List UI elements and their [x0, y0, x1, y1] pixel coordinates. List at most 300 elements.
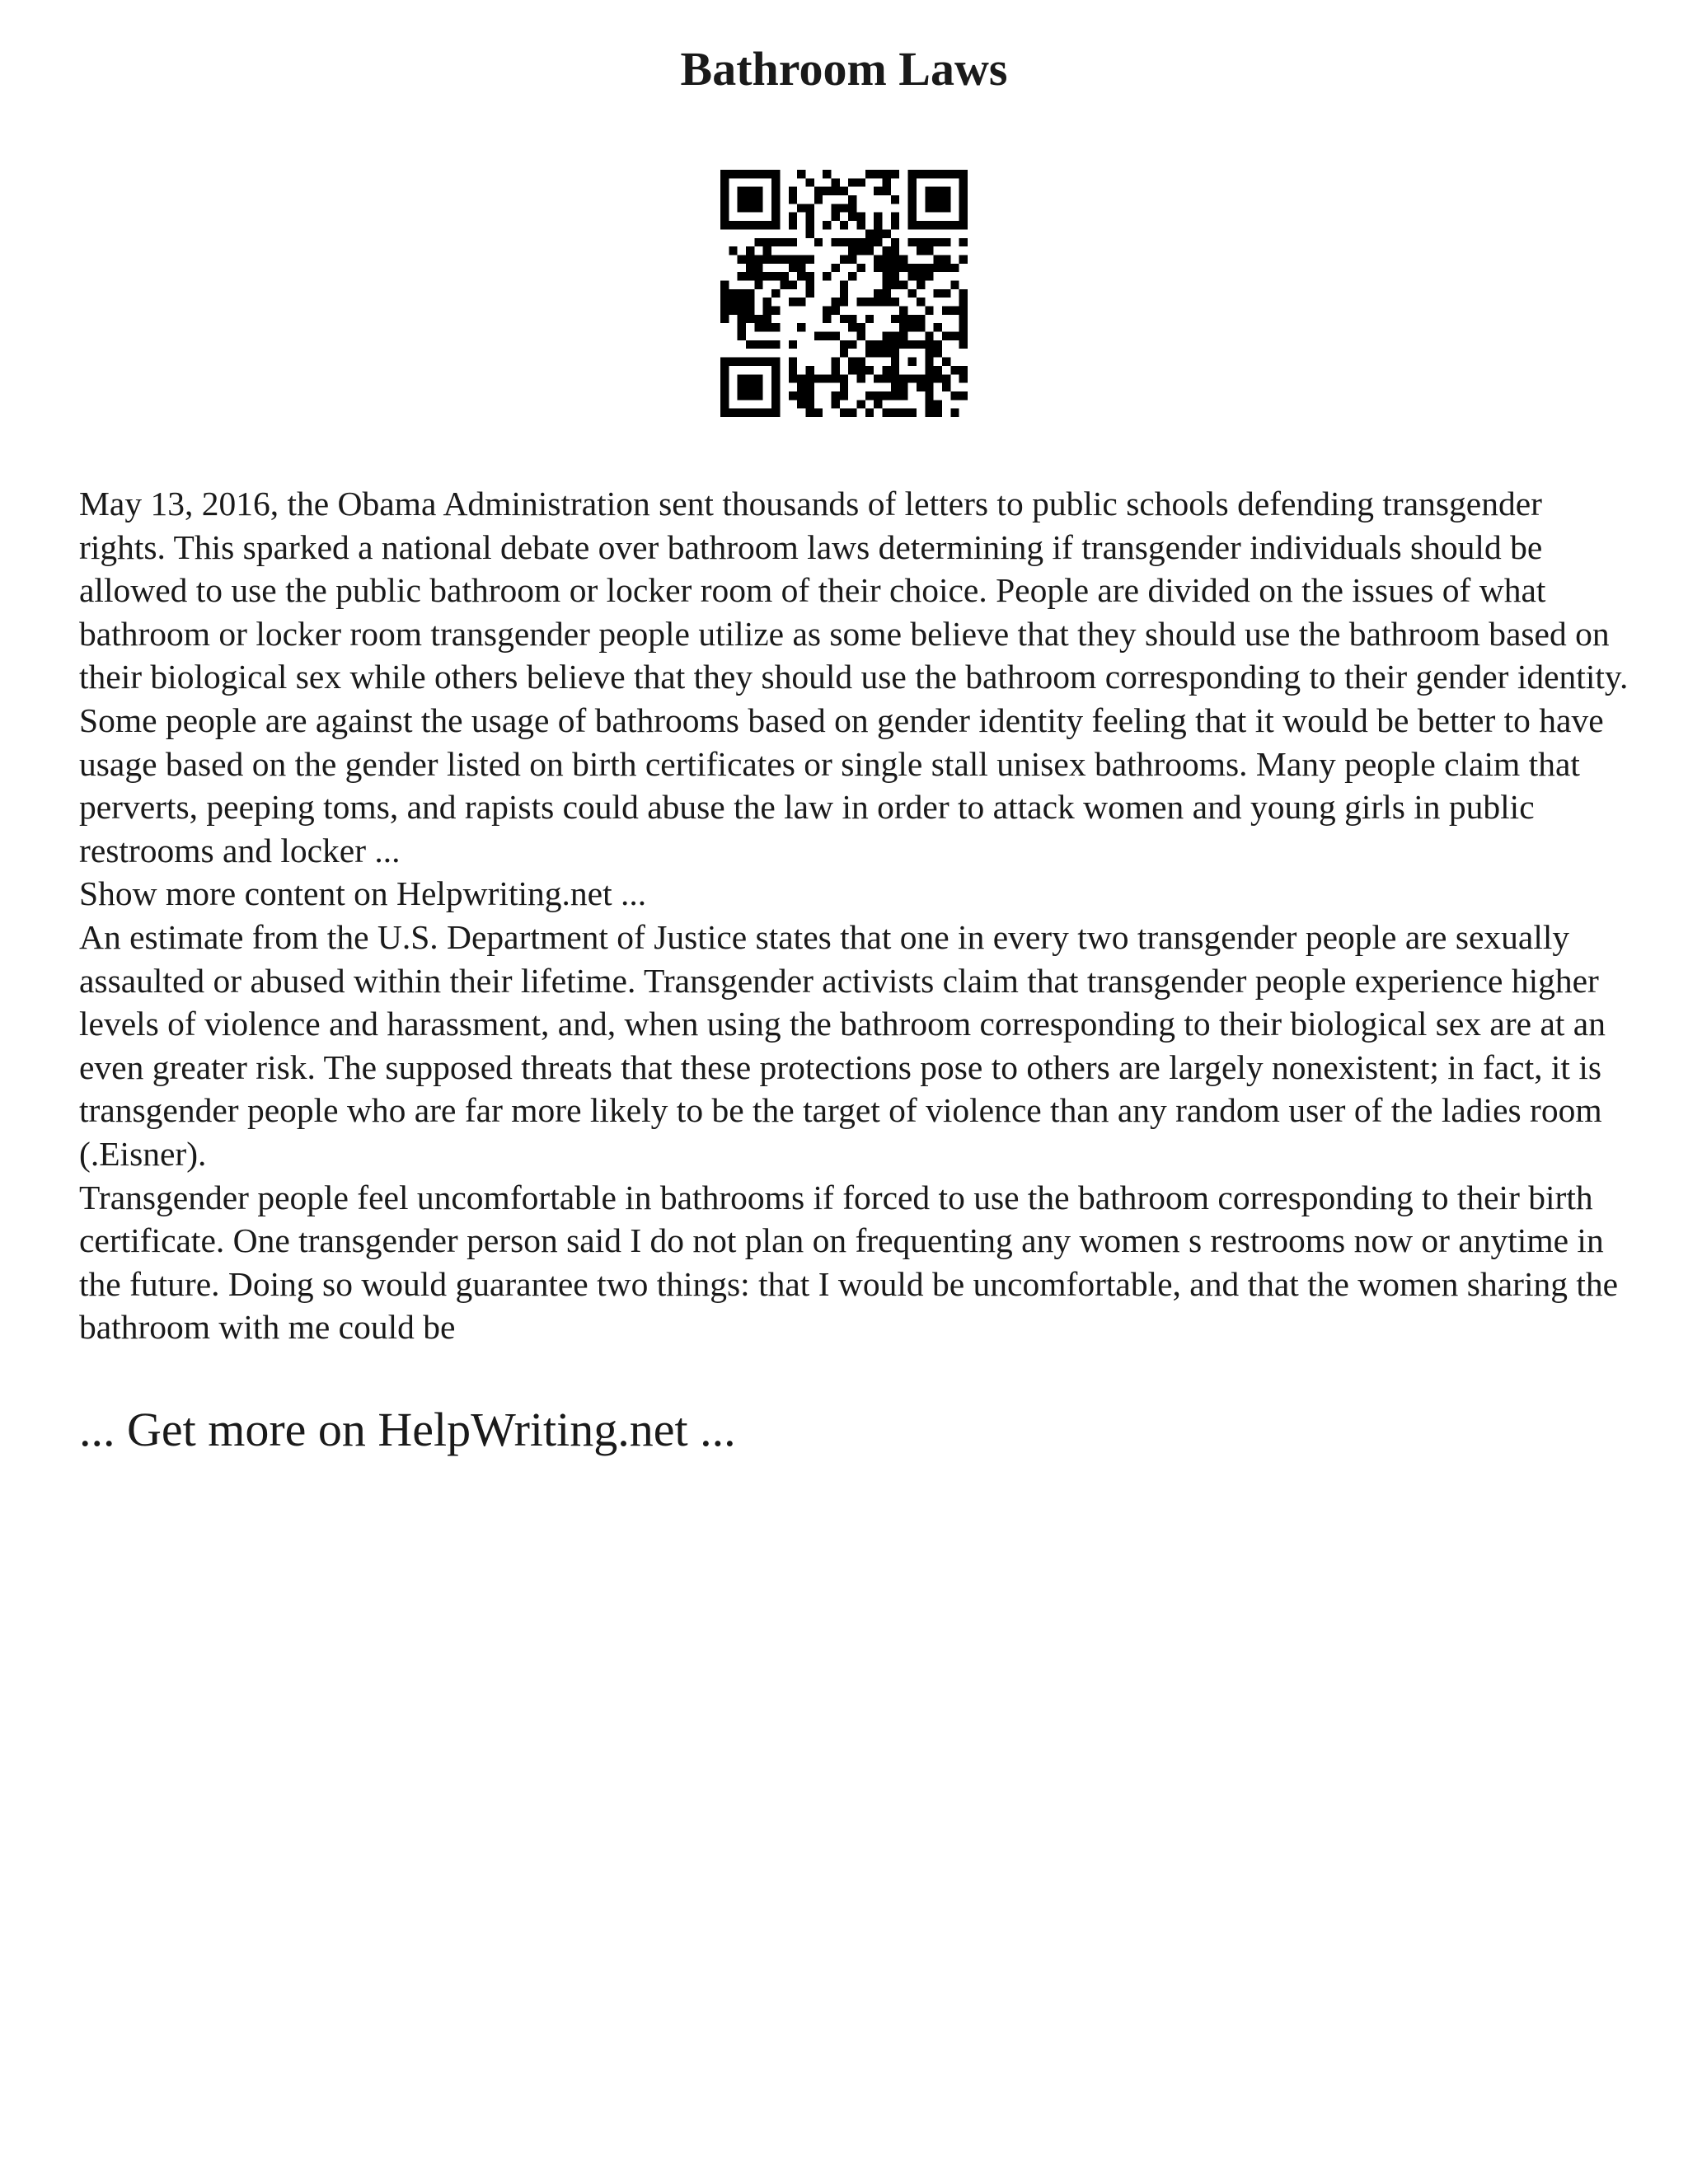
qr-module	[908, 289, 917, 298]
qr-module	[942, 195, 950, 204]
qr-module	[789, 195, 797, 204]
qr-module	[925, 349, 933, 357]
qr-module	[848, 272, 856, 280]
qr-module	[942, 187, 950, 195]
qr-module	[754, 374, 762, 382]
qr-module	[831, 178, 839, 186]
qr-module	[865, 366, 874, 374]
qr-module	[874, 289, 882, 298]
qr-module	[789, 280, 797, 288]
qr-module	[883, 349, 891, 357]
qr-module	[857, 264, 865, 272]
qr-module	[814, 409, 823, 417]
qr-module	[840, 187, 848, 195]
qr-module	[805, 213, 814, 221]
qr-module	[771, 213, 780, 221]
qr-module	[857, 178, 865, 186]
qr-module	[883, 255, 891, 263]
qr-module	[763, 255, 771, 263]
qr-module	[891, 238, 899, 246]
qr-module	[754, 255, 762, 263]
qr-module	[771, 374, 780, 382]
qr-module	[720, 298, 729, 306]
qr-module	[797, 391, 805, 400]
qr-module	[934, 400, 942, 408]
qr-module	[891, 195, 899, 204]
qr-module	[891, 332, 899, 340]
qr-module	[754, 238, 762, 246]
qr-module	[934, 409, 942, 417]
qr-module	[908, 213, 917, 221]
qr-module	[908, 409, 917, 417]
qr-module	[899, 315, 907, 323]
qr-module	[797, 298, 805, 306]
qr-module	[883, 264, 891, 272]
qr-module	[883, 298, 891, 306]
qr-module	[720, 195, 729, 204]
qr-module	[891, 315, 899, 323]
qr-module	[934, 264, 942, 272]
qr-module	[789, 366, 797, 374]
qr-module	[831, 400, 839, 408]
qr-module	[857, 238, 865, 246]
qr-module	[857, 221, 865, 229]
qr-module	[754, 409, 762, 417]
qr-module	[763, 340, 771, 349]
qr-module	[925, 307, 933, 315]
qr-module	[934, 374, 942, 382]
qr-module	[746, 246, 754, 255]
qr-module	[874, 187, 882, 195]
qr-module	[883, 409, 891, 417]
qr-module	[771, 204, 780, 212]
qr-module	[959, 204, 968, 212]
qr-module	[874, 298, 882, 306]
qr-module	[738, 409, 746, 417]
qr-module	[891, 340, 899, 349]
qr-module	[865, 315, 874, 323]
qr-module	[805, 178, 814, 186]
qr-module	[840, 289, 848, 298]
qr-module	[738, 374, 746, 382]
qr-module	[763, 409, 771, 417]
qr-module	[771, 187, 780, 195]
qr-module	[771, 383, 780, 391]
qr-module	[942, 221, 950, 229]
get-more-link[interactable]: ... Get more on HelpWriting.net ...	[79, 1403, 736, 1456]
qr-module	[891, 391, 899, 400]
qr-module	[874, 229, 882, 237]
qr-module	[925, 187, 933, 195]
qr-module	[908, 272, 917, 280]
qr-module	[925, 332, 933, 340]
qr-module	[763, 298, 771, 306]
qr-module	[763, 323, 771, 331]
qr-module	[891, 246, 899, 255]
qr-module	[738, 298, 746, 306]
qr-module	[950, 391, 959, 400]
qr-module	[814, 187, 823, 195]
qr-module	[874, 400, 882, 408]
qr-module	[831, 204, 839, 212]
qr-module	[746, 195, 754, 204]
qr-module	[720, 213, 729, 221]
qr-module	[942, 332, 950, 340]
qr-module	[754, 340, 762, 349]
qr-module	[959, 187, 968, 195]
qr-module	[771, 366, 780, 374]
qr-module	[789, 221, 797, 229]
qr-module	[908, 340, 917, 349]
qr-module	[720, 400, 729, 408]
qr-module	[789, 391, 797, 400]
qr-module	[789, 358, 797, 366]
qr-module	[925, 238, 933, 246]
qr-module	[925, 264, 933, 272]
qr-module	[746, 289, 754, 298]
qr-module	[720, 391, 729, 400]
qr-module	[925, 358, 933, 366]
qr-module	[899, 409, 907, 417]
qr-module	[738, 204, 746, 212]
qr-module	[805, 409, 814, 417]
paragraph-statistics: An estimate from the U.S. Department of Justice states that one in every two transgender people are sexually assaulted or abused within their lifetime. Transgender activists claim that transgender people experience higher levels of violence and harassment, and, when using the bathroom corresponding to their biological sex are at an even greater risk. The supposed threats that these protections pose to others are largely nonexistent; in fact, it is transgender people who are far more likely to be the target of violence than any random user of the ladies room (.Eisner).	[79, 917, 1606, 1173]
qr-module	[746, 187, 754, 195]
qr-module	[908, 374, 917, 382]
qr-module	[959, 374, 968, 382]
qr-module	[883, 332, 891, 340]
qr-module	[891, 383, 899, 391]
qr-module	[959, 391, 968, 400]
qr-module	[754, 358, 762, 366]
qr-module	[857, 213, 865, 221]
qr-module	[899, 391, 907, 400]
qr-module	[754, 383, 762, 391]
qr-module	[805, 400, 814, 408]
qr-module	[908, 187, 917, 195]
qr-module	[729, 246, 737, 255]
qr-module	[814, 195, 823, 204]
qr-module	[925, 374, 933, 382]
qr-module	[917, 264, 925, 272]
qr-module	[720, 187, 729, 195]
qr-module	[831, 358, 839, 366]
qr-module	[771, 340, 780, 349]
qr-module	[874, 264, 882, 272]
qr-module	[874, 221, 882, 229]
qr-module	[891, 272, 899, 280]
qr-module	[840, 315, 848, 323]
qr-module	[950, 366, 959, 374]
qr-module	[925, 391, 933, 400]
qr-module	[883, 178, 891, 186]
qr-module	[771, 255, 780, 263]
qr-module	[831, 374, 839, 382]
qr-module	[831, 298, 839, 306]
qr-module	[908, 264, 917, 272]
qr-module	[899, 307, 907, 315]
qr-module	[729, 358, 737, 366]
qr-module	[738, 170, 746, 178]
qr-module	[771, 323, 780, 331]
qr-module	[746, 374, 754, 382]
qr-module	[840, 409, 848, 417]
qr-module	[805, 204, 814, 212]
qr-module	[805, 280, 814, 288]
qr-module	[771, 358, 780, 366]
qr-module	[823, 187, 831, 195]
qr-module	[789, 213, 797, 221]
qr-module	[899, 332, 907, 340]
qr-module	[925, 272, 933, 280]
qr-module	[780, 280, 788, 288]
qr-module	[720, 289, 729, 298]
qr-module	[797, 264, 805, 272]
qr-module	[959, 307, 968, 315]
qr-module	[950, 332, 959, 340]
qr-module	[934, 340, 942, 349]
qr-module	[754, 221, 762, 229]
qr-module	[883, 229, 891, 237]
qr-module	[763, 170, 771, 178]
paragraph-intro: May 13, 2016, the Obama Administration sent thousands of letters to public schools defending transgender rights. This sparked a national debate over bathroom laws determining if transgender individuals should be allowed to use the public bathroom or locker room of their choice. People are divided on the issues of what bathroom or locker room transgender people utilize as some believe that they should use the bathroom based on their biological sex while others believe that they should use the bathroom corresponding to their gender identity. Some people are against the usage of bathrooms based on gender identity feeling that it would be better to have usage based on the gender listed on birth certificates or single stall unisex bathrooms. Many people claim that perverts, peeping toms, and rapists could abuse the law in order to attack women and young girls in public restrooms and locker ...	[79, 485, 1629, 869]
qr-module	[883, 374, 891, 382]
qr-module	[754, 204, 762, 212]
qr-module	[865, 391, 874, 400]
qr-module	[797, 170, 805, 178]
qr-module	[754, 323, 762, 331]
qr-module	[917, 323, 925, 331]
qr-module	[840, 204, 848, 212]
qr-module	[754, 272, 762, 280]
qr-module	[754, 264, 762, 272]
qr-module	[865, 340, 874, 349]
qr-module	[746, 340, 754, 349]
qr-module	[840, 349, 848, 357]
qr-module	[738, 332, 746, 340]
qr-module	[908, 238, 917, 246]
qr-module	[805, 272, 814, 280]
qr-module	[925, 400, 933, 408]
qr-module	[959, 298, 968, 306]
qr-module	[738, 323, 746, 331]
qr-module	[865, 298, 874, 306]
qr-module	[934, 255, 942, 263]
qr-module	[883, 187, 891, 195]
qr-module	[865, 170, 874, 178]
qr-module	[797, 204, 805, 212]
qr-module	[746, 272, 754, 280]
qr-module	[805, 221, 814, 229]
qr-module	[942, 307, 950, 315]
qr-module	[874, 349, 882, 357]
qr-module	[891, 298, 899, 306]
qr-module	[857, 332, 865, 340]
qr-module	[908, 358, 917, 366]
qr-module	[934, 289, 942, 298]
qr-module	[746, 315, 754, 323]
qr-module	[959, 170, 968, 178]
qr-module	[763, 307, 771, 315]
qr-module	[917, 315, 925, 323]
qr-module	[789, 255, 797, 263]
qr-module	[865, 349, 874, 357]
qr-module	[738, 272, 746, 280]
qr-module	[797, 272, 805, 280]
qr-module	[831, 264, 839, 272]
qr-module	[720, 221, 729, 229]
qr-module	[848, 178, 856, 186]
qr-module	[899, 264, 907, 272]
qr-module	[729, 307, 737, 315]
qr-module	[805, 289, 814, 298]
qr-module	[746, 221, 754, 229]
qr-module	[738, 187, 746, 195]
qr-module	[746, 170, 754, 178]
qr-module	[771, 195, 780, 204]
qr-module	[959, 195, 968, 204]
qr-module	[738, 289, 746, 298]
qr-module	[754, 195, 762, 204]
qr-module	[959, 366, 968, 374]
qr-module	[780, 238, 788, 246]
qr-module	[934, 349, 942, 357]
qr-module	[738, 315, 746, 323]
qr-module	[865, 246, 874, 255]
qr-module	[908, 170, 917, 178]
qr-module	[840, 221, 848, 229]
qr-module	[934, 221, 942, 229]
qr-module	[959, 221, 968, 229]
qr-module	[805, 366, 814, 374]
qr-module	[789, 298, 797, 306]
qr-module	[874, 213, 882, 221]
qr-module	[959, 340, 968, 349]
qr-module	[797, 255, 805, 263]
qr-module	[840, 238, 848, 246]
qr-module	[891, 280, 899, 288]
qr-module	[891, 213, 899, 221]
qr-module	[917, 298, 925, 306]
qr-module	[908, 323, 917, 331]
show-more-link[interactable]: Show more content on Helpwriting.net ...	[79, 874, 647, 913]
qr-module	[771, 289, 780, 298]
qr-module	[789, 264, 797, 272]
qr-module	[738, 383, 746, 391]
qr-module	[908, 178, 917, 186]
qr-module	[883, 246, 891, 255]
qr-module	[754, 187, 762, 195]
qr-module	[934, 195, 942, 204]
qr-module	[874, 238, 882, 246]
qr-module	[883, 391, 891, 400]
qr-module	[797, 383, 805, 391]
qr-module	[891, 374, 899, 382]
qr-module	[840, 374, 848, 382]
qr-module	[771, 178, 780, 186]
qr-module	[891, 366, 899, 374]
qr-module	[823, 170, 831, 178]
qr-module	[874, 170, 882, 178]
qr-module	[729, 221, 737, 229]
qr-module	[950, 280, 959, 288]
qr-module	[883, 272, 891, 280]
qr-module	[738, 391, 746, 400]
qr-module	[771, 170, 780, 178]
paragraph-discomfort: Transgender people feel uncomfortable in bathrooms if forced to use the bathroom corresponding to their birth certificate. One transgender person said I do not plan on frequenting any women s restrooms now or anytime in the future. Doing so would guarantee two things: that I would be uncomfortable, and that the women sharing the bathroom with me could be	[79, 1178, 1619, 1347]
qr-module	[720, 374, 729, 382]
qr-module	[746, 391, 754, 400]
qr-module	[771, 221, 780, 229]
qr-module	[891, 170, 899, 178]
qr-module	[771, 400, 780, 408]
qr-module	[874, 255, 882, 263]
qr-module	[754, 391, 762, 400]
qr-module	[857, 323, 865, 331]
qr-module	[891, 358, 899, 366]
qr-module	[797, 374, 805, 382]
qr-module	[857, 246, 865, 255]
qr-module	[883, 366, 891, 374]
qr-module	[746, 307, 754, 315]
qr-module	[797, 323, 805, 331]
qr-module	[934, 366, 942, 374]
qr-module	[831, 187, 839, 195]
qr-module	[780, 272, 788, 280]
qr-module	[720, 280, 729, 288]
qr-module	[917, 374, 925, 382]
qr-module	[738, 307, 746, 315]
qr-module	[831, 366, 839, 374]
qr-module	[857, 374, 865, 382]
qr-module	[840, 280, 848, 288]
qr-module	[746, 298, 754, 306]
qr-module	[720, 383, 729, 391]
qr-module	[789, 340, 797, 349]
qr-module	[720, 178, 729, 186]
qr-module	[823, 315, 831, 323]
qr-module	[891, 221, 899, 229]
qr-module	[917, 246, 925, 255]
qr-module	[771, 272, 780, 280]
qr-module	[942, 358, 950, 366]
qr-module	[814, 374, 823, 382]
qr-code-icon	[720, 170, 968, 417]
qr-module	[738, 358, 746, 366]
qr-module	[797, 400, 805, 408]
qr-module	[883, 170, 891, 178]
qr-module	[720, 366, 729, 374]
qr-module	[831, 391, 839, 400]
qr-module	[823, 307, 831, 315]
qr-module	[917, 170, 925, 178]
qr-module	[899, 323, 907, 331]
qr-module	[763, 358, 771, 366]
qr-module	[883, 340, 891, 349]
qr-module	[959, 213, 968, 221]
qr-module	[746, 358, 754, 366]
qr-module	[925, 246, 933, 255]
qr-module	[746, 383, 754, 391]
qr-module	[848, 366, 856, 374]
qr-module	[959, 238, 968, 246]
qr-module	[840, 383, 848, 391]
qr-module	[771, 307, 780, 315]
qr-module	[942, 255, 950, 263]
qr-module	[950, 170, 959, 178]
qr-module	[959, 332, 968, 340]
qr-module	[899, 374, 907, 382]
